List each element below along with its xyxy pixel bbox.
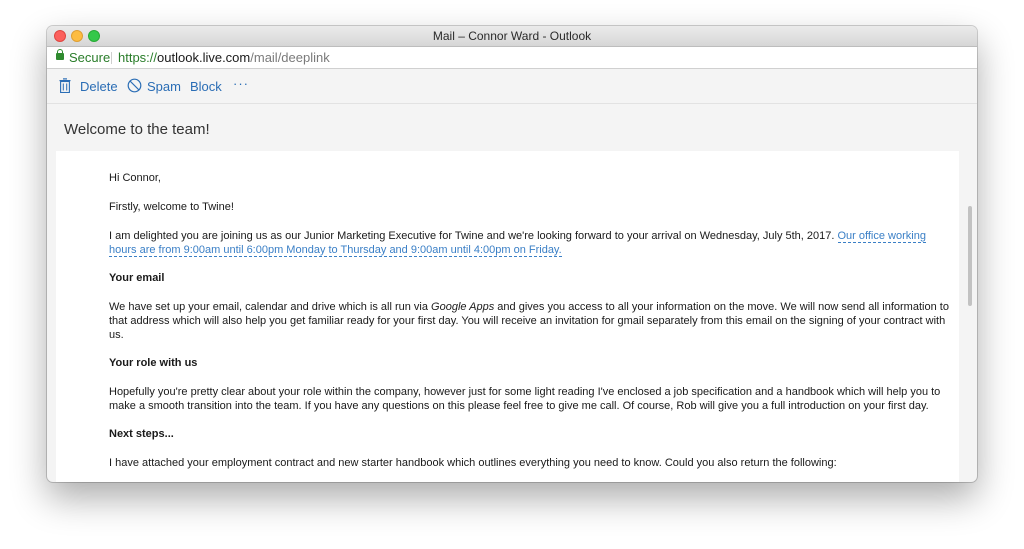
url-divider xyxy=(111,52,112,64)
google-apps-text: Google Apps xyxy=(431,301,495,313)
paragraph-welcome-text: I am delighted you are joining us as our Junior Marketing Executive for Twine and we're looking forward to your arrival on Wednesday, July 5th, 2017. xyxy=(109,230,835,242)
email-paragraph-line-1 xyxy=(109,300,949,314)
role-paragraph-line-2: make a smooth transition into the team. If you have any questions on this please feel free to give me call. Of course, Rob will give you a full introduction on your first day. xyxy=(109,400,929,412)
trash-icon[interactable] xyxy=(59,78,71,93)
delete-button[interactable]: Delete xyxy=(80,79,118,94)
paragraph-welcome-line-1 xyxy=(109,229,926,243)
url-host: outlook.live.com xyxy=(157,50,251,65)
address-bar[interactable] xyxy=(47,47,977,69)
email-text-post: and gives you access to all your information on the move. We will now send all information to xyxy=(497,301,949,313)
paragraph-welcome-line-2 xyxy=(109,243,562,257)
lock-icon xyxy=(56,53,64,60)
heading-your-role: Your role with us xyxy=(109,357,198,369)
block-circle-icon[interactable] xyxy=(127,78,142,93)
role-paragraph-line-1: Hopefully you're pretty clear about your role within the company, however just for some light reading I've enclosed a job specification and a handbook which will help you to xyxy=(109,386,941,398)
office-hours-link-part-1[interactable]: Our office working xyxy=(837,230,926,242)
block-button[interactable]: Block xyxy=(190,79,222,94)
url-path: /mail/deeplink xyxy=(250,50,330,65)
email-paragraph-line-3: us. xyxy=(109,329,124,341)
url-scheme: https:// xyxy=(118,50,158,65)
scrollbar-thumb[interactable] xyxy=(968,206,972,306)
email-text-pre: We have set up your email, calendar and drive which is all run via xyxy=(109,301,428,313)
message-subject: Welcome to the team! xyxy=(64,121,210,138)
secure-label: Secure xyxy=(69,50,111,65)
more-actions-button[interactable]: ··· xyxy=(233,76,249,91)
browser-window xyxy=(47,26,977,482)
heading-your-email: Your email xyxy=(109,272,165,284)
next-steps-paragraph-line-1: I have attached your employment contract and new starter handbook which outlines everything you need to know. Could you also return the following: xyxy=(109,457,837,469)
url-text[interactable] xyxy=(118,47,330,68)
message-toolbar xyxy=(47,69,977,104)
greeting-text: Hi Connor, xyxy=(109,172,161,184)
reading-pane xyxy=(56,151,959,482)
spam-button[interactable]: Spam xyxy=(147,79,181,94)
heading-next-steps: Next steps... xyxy=(109,428,174,440)
office-hours-link-part-2[interactable]: hours are from 9:00am until 6:00pm Monday to Thursday and 9:00am until 4:00pm on Friday. xyxy=(109,244,562,256)
email-paragraph-line-2: that address which will also help you get familiar ready for your first day. You will receive an invitation for gmail separately from this email on the signing of your contract with xyxy=(109,315,946,327)
titlebar xyxy=(47,26,977,47)
window-title: Mail – Connor Ward - Outlook xyxy=(432,29,592,43)
intro-text: Firstly, welcome to Twine! xyxy=(109,201,234,213)
